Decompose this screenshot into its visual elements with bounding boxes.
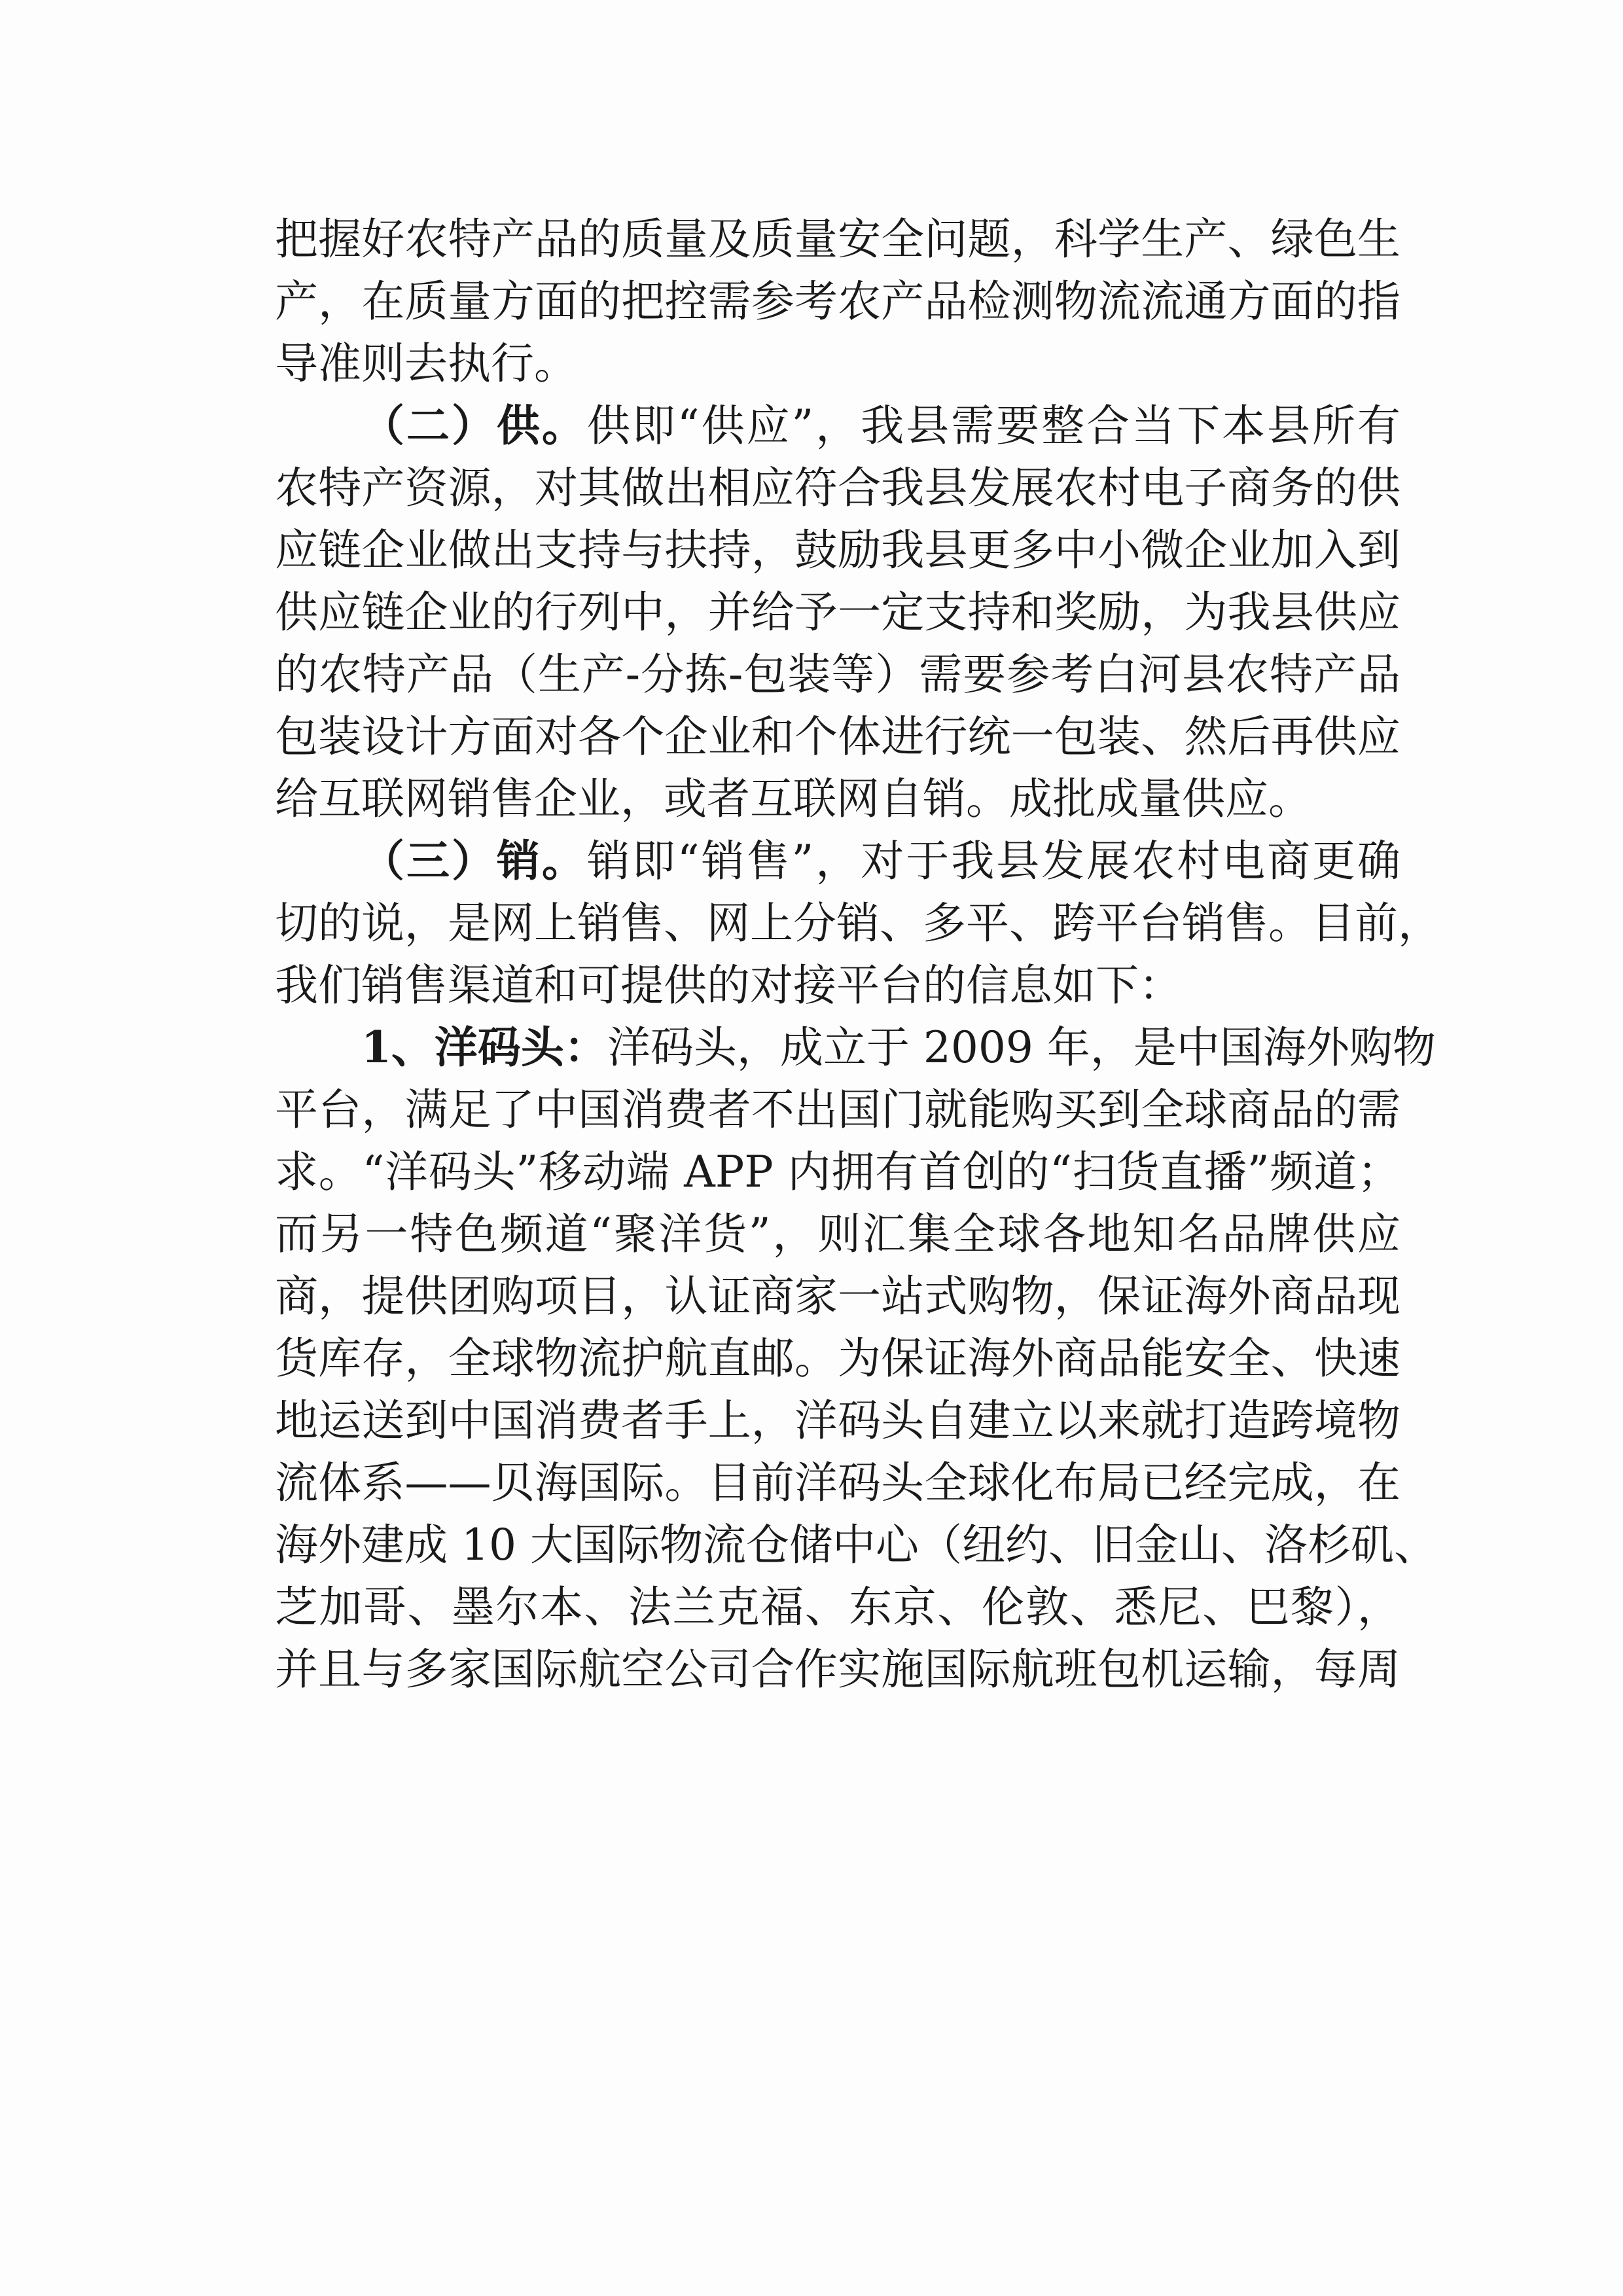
section-heading-sales: （三）销。 bbox=[361, 835, 587, 886]
text-line bbox=[275, 706, 1400, 768]
text-segment: 芝加哥、墨尔本、法兰克福、东京、伦敦、悉尼、巴黎）， bbox=[275, 1582, 1400, 1632]
text-line bbox=[275, 1452, 1400, 1514]
text-line bbox=[275, 1390, 1400, 1452]
paragraph-start-sales bbox=[275, 830, 1400, 892]
text-line bbox=[275, 1327, 1400, 1390]
text-segment: 而另一特色频道“聚洋货”，则汇集全球各地知名品牌供应 bbox=[275, 1209, 1400, 1259]
text-segment: 给互联网销售企业，或者互联网自销。成批成量供应。 bbox=[275, 774, 1311, 824]
text-segment: 导准则去执行。 bbox=[275, 338, 577, 389]
text-line bbox=[275, 457, 1400, 519]
text-segment: 应链企业做出支持与扶持，鼓励我县更多中小微企业加入到 bbox=[275, 525, 1400, 575]
text-segment: 并且与多家国际航空公司合作实施国际航班包机运输，每周 bbox=[275, 1644, 1400, 1695]
text-segment: 地运送到中国消费者手上，洋码头自建立以来就打造跨境物 bbox=[275, 1395, 1400, 1446]
text-segment: 切的说，是网上销售、网上分销、多平、跨平台销售。目前， bbox=[275, 898, 1441, 948]
text-line bbox=[275, 892, 1441, 954]
text-line bbox=[275, 1638, 1400, 1700]
text-line bbox=[275, 954, 1400, 1016]
text-line bbox=[275, 519, 1400, 581]
text-segment: 销即“销售”，对于我县发展农村电商更确 bbox=[586, 836, 1401, 886]
text-segment: 供应链企业的行列中，并给予一定支持和奖励，为我县供应 bbox=[275, 587, 1400, 637]
text-segment: 产，在质量方面的把控需参考农产品检测物流流通方面的指 bbox=[275, 276, 1400, 327]
text-segment: 的农特产品（生产-分拣-包装等）需要参考白河县农特产品 bbox=[275, 649, 1400, 700]
paragraph-start-supply bbox=[275, 395, 1400, 457]
text-line bbox=[275, 768, 1400, 830]
text-segment: 农特产资源，对其做出相应符合我县发展农村电子商务的供 bbox=[275, 463, 1400, 513]
text-segment: 我们销售渠道和可提供的对接平台的信息如下： bbox=[275, 960, 1182, 1011]
text-line bbox=[275, 270, 1400, 332]
text-segment: 流体系——贝海国际。目前洋码头全球化布局已经完成，在 bbox=[275, 1458, 1400, 1508]
text-segment: 供即“供应”，我县需要整合当下本县所有 bbox=[586, 401, 1401, 451]
text-segment: 商，提供团购项目，认证商家一站式购物，保证海外商品现 bbox=[275, 1271, 1400, 1321]
text-line bbox=[275, 581, 1400, 643]
text-line bbox=[275, 1265, 1400, 1327]
item-heading-ymatou: 1、洋码头： bbox=[361, 1022, 607, 1073]
text-line bbox=[275, 1576, 1400, 1638]
text-segment: 货库存，全球物流护航直邮。为保证海外商品能安全、快速 bbox=[275, 1333, 1400, 1384]
text-line bbox=[275, 1141, 1400, 1203]
text-segment: 求。“洋码头”移动端 APP 内拥有首创的“扫货直播”频道； bbox=[275, 1147, 1400, 1197]
paragraph-start-ymatou bbox=[275, 1016, 1436, 1079]
body-text bbox=[275, 208, 1441, 1700]
text-line bbox=[275, 1514, 1437, 1576]
text-line bbox=[275, 643, 1400, 706]
text-line bbox=[275, 1203, 1400, 1265]
text-segment: 把握好农特产品的质量及质量安全问题，科学生产、绿色生 bbox=[275, 214, 1400, 264]
text-segment: 平台，满足了中国消费者不出国门就能购买到全球商品的需 bbox=[275, 1085, 1400, 1135]
text-line bbox=[275, 1079, 1400, 1141]
text-segment: 洋码头，成立于 2009 年，是中国海外购物 bbox=[607, 1022, 1436, 1073]
section-heading-supply: （二）供。 bbox=[361, 400, 587, 451]
text-line bbox=[275, 208, 1400, 270]
text-segment: 海外建成 10 大国际物流仓储中心（纽约、旧金山、洛杉矶、 bbox=[275, 1520, 1437, 1570]
text-segment: 包装设计方面对各个企业和个体进行统一包装、然后再供应 bbox=[275, 711, 1400, 762]
text-line bbox=[275, 332, 1400, 395]
